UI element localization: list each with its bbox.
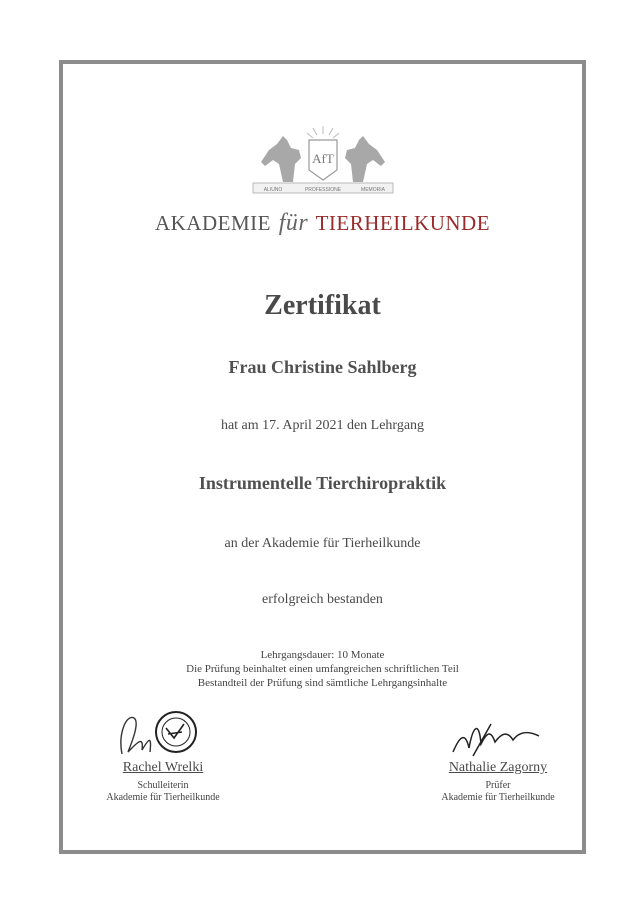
academy-wordmark [63,210,582,237]
svg-text:MEMORIA: MEMORIA [361,187,385,193]
svg-text:PROFESSIONE: PROFESSIONE [304,187,342,193]
wordmark-tierheilkunde: TIERHEILKUNDE [315,211,491,235]
wordmark-akademie: AKADEMIE [154,211,271,235]
signer-role-left: Schulleiterin [137,780,189,791]
wordmark-fuer: für [278,210,309,236]
sun-icon [307,126,339,138]
exam-description: Die Prüfung beinhaltet einen umfangreichen schriftlichen Teil [186,663,459,675]
result-line: erfolgreich bestanden [262,592,383,607]
signature-block-left [63,704,263,804]
svg-text:AfT: AfT [312,151,334,166]
left-horse-icon [261,136,301,182]
academy-crest-logo [243,120,403,200]
exam-content: Bestandteil der Prüfung sind sämtliche Lehrgangsinhalte [197,677,448,689]
completion-date-line: hat am 17. April 2021 den Lehrgang [220,418,425,433]
certificate-frame [59,60,586,854]
svg-text:ALIUNO: ALIUNO [263,187,283,193]
course-name: Instrumentelle Tierchiropraktik [198,473,447,493]
signer-name-right: Nathalie Zagorny [448,760,548,775]
right-horse-icon [345,136,385,182]
course-duration: Lehrgangsdauer: 10 Monate [260,649,385,661]
recipient-name: Frau Christine Sahlberg [228,357,417,377]
handwritten-signature-right [443,704,553,764]
signer-role-right: Prüfer [485,780,511,791]
course-details [63,648,582,690]
signer-name-left: Rachel Wrelki [122,760,204,775]
handwritten-signature-left [108,704,218,764]
signer-org-left: Akademie für Tierheilkunde [106,792,220,803]
signature-block-right [398,704,598,804]
signer-org-right: Akademie für Tierheilkunde [441,792,555,803]
certificate-title: Zertifikat [264,290,381,321]
institution-line: an der Akademie für Tierheilkunde [224,536,421,551]
